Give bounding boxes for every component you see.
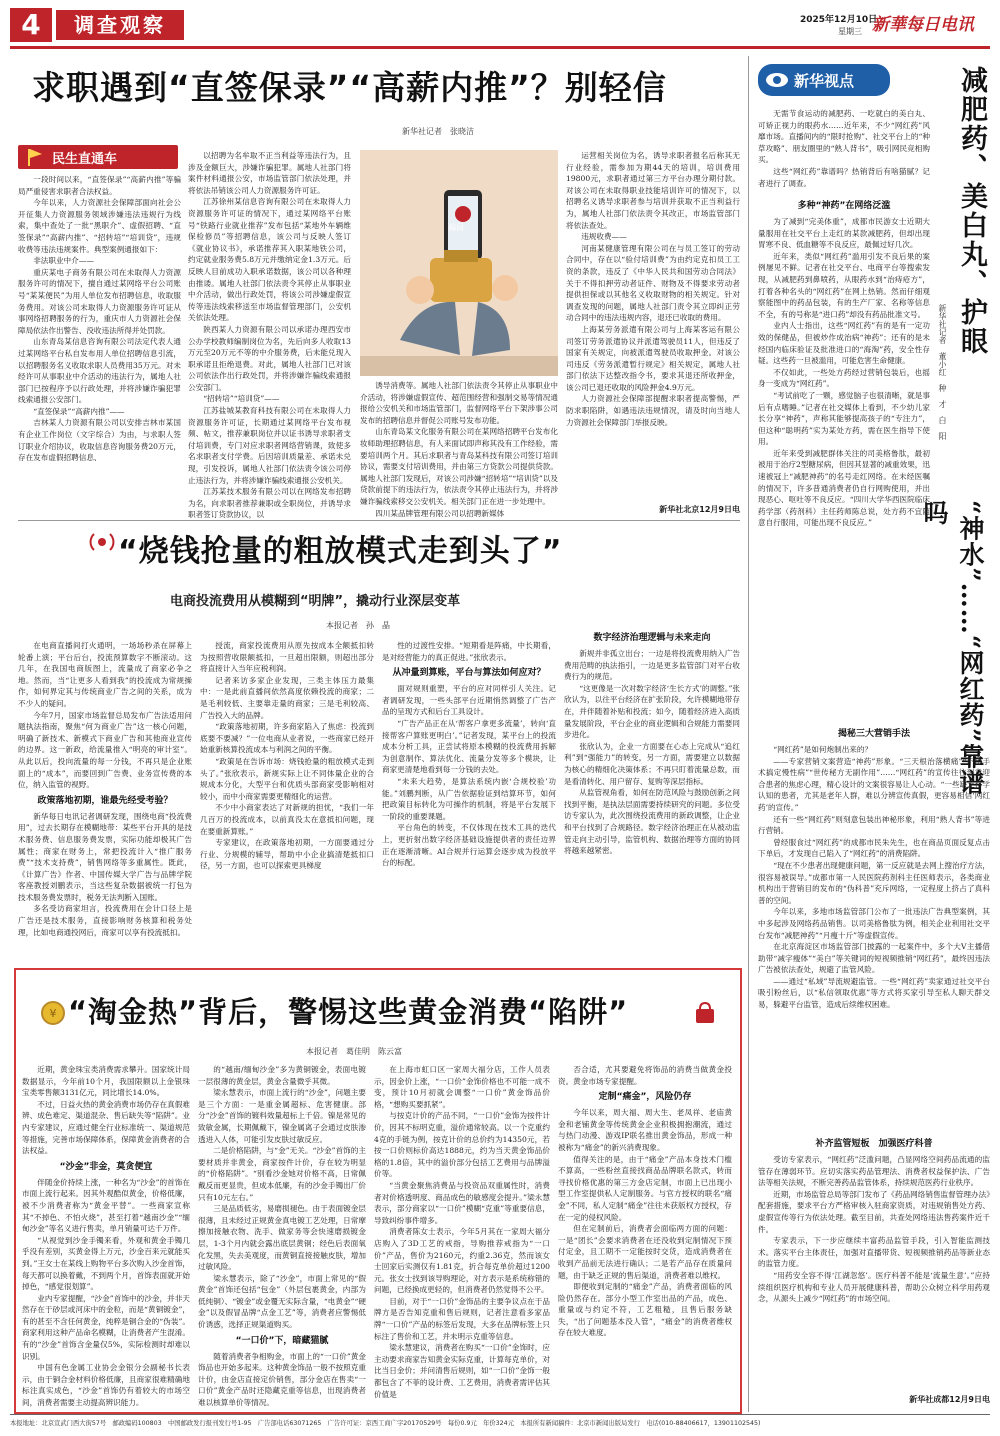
scam-illustration [360, 150, 558, 376]
article3-c1-p: 近期，黄金珠宝类消费需求攀升。国家统计局数据显示，今年前10个月，我国限额以上金银珠宝类零售额3131亿元，同比增长14.0%。 [22, 1065, 190, 1098]
sidebar-title-line1: 减肥药、美白丸、护眼 [956, 66, 987, 356]
sidebar-p: 近年来受到减肥群体关注的司美格鲁肽，最初被用于治疗2型糖尿病，但因其显著的减重效果，迅速被冠上“减肥神药”的名号走红网络。在未经医嘱的情况下，许多普通消费者仍自行网购使用，并出现恶心、呕吐等不良反应。“四川大学华西医院临床药学部（药剂科）主任药师陈总说，处方药不宜随意自行服用，可能出现不良反应。” [758, 448, 930, 528]
article2-column-2 [200, 640, 374, 962]
article3-c4-p: 今年以来，周大福、周大生、老凤祥、老庙黄金和老铺黄金等传统黄金企业积极拥抱潮流，通过与热门动漫、游戏IP联名推出黄金饰品，形成一种被称为“痛金”的新兴消费现象。 [558, 1108, 732, 1152]
article3-c1-p: 不过，日益火热的黄金消费市场仍存在真假难辨、成色难定、渠道混杂、售后缺失等“陷阱”。业内专家建议，应通过健全行业标准统一、渠道规范等措施，完善市场保障体系，保障黄金消费者的合法权益。 [22, 1099, 190, 1156]
article2-c2-p: “政策是在告诉市场：烧钱抢量的粗放模式走到头了。”张欣表示，新规实际上让不同体量企业的合规成本分化，大型平台和优质头部商家受影响相对较小，而中小商家需要更精细化的运营。 [200, 756, 374, 801]
article2-c3-p: “未来大趋势，是算法系统内嵌‘合规校验’功能。”刘鹏判断，从广告依据验证到结算环节，如何把政策目标转化为可操作的机制，将是平台发展下一阶段的重要课题。 [382, 776, 556, 821]
article2-c2-p: 记者来访多家企业发现，三类主体压力最集中：一是此前直播间依然高度依赖投流的商家；二是毛利较低、主要靠走量的商家；三是毛利较高、广告投入大的品牌。 [200, 675, 374, 720]
article2-subtitle: 电商投流费用从模糊到“明牌”，撬动行业深层变革 [170, 594, 461, 609]
sidebar-intro [758, 108, 930, 192]
article3-subheading: “沙金”非金，莫贪便宜 [59, 1161, 153, 1172]
sidebar-divider [748, 56, 749, 1412]
article2-c4-p: “这更像是一次对数字经济‘生长方式’的调整。”张欣认为，以往平台经济在扩张阶段，允许模糊地带存在，并伴随着补贴和投流；如今，随着经济进入高质量发展阶段，平台企业的商业逻辑和合规能力需要同步进化。 [564, 683, 740, 740]
illustration-art [360, 150, 558, 376]
article2-column-4 [564, 628, 740, 962]
article2-c4-p: 从监管视角看，如何在防范风险与鼓励创新之间找到平衡，是执法层面需要持续研究的问题。多位受访专家认为，此次围绕投流费用的新政调整，让企业和平台找到了合规路径。数字经济治理正在从被动监管走向主动引导，监管机构、数据治理等方面的协同将越来越紧密。 [564, 788, 740, 856]
article3-c1-p: 伴随金价持续上涨，一种名为“沙金”的首饰在市面上流行起来。因其外观酷似黄金，价格低廉，被不少消费者称为“黄金平替”。一些商家宣称其“不掉色、不怕火烧”，甚至打着“越南沙金”“缅甸沙金”等名义进行售卖，单月销量可达千万件。 [22, 1177, 190, 1234]
article1-c2-p: “招转培”“培训贷”—— [203, 394, 280, 404]
article1-c1-p: 非法职业中介—— [33, 256, 94, 266]
article1-c1-p: 山东青岛某信息咨询有限公司法定代表人通过某网络平台私自发布用人单位招聘信息引流，以招聘服务名义收取求职人员费用35万元。对未经许可从事职业中介活动的违法行为，属地人社部门已按程序予以行政处理，并将涉嫌诈骗犯罪线索通报公安部门。 [18, 337, 181, 405]
article1-column-4 [566, 150, 740, 496]
footer-rule [10, 1414, 990, 1415]
header-date: 2025年12月10日 [800, 15, 878, 25]
minsheng-badge-label: 民生直通车 [52, 152, 118, 167]
sidebar-p: “用药安全容不得‘江湖忽悠’。医疗科普不能是‘流量生意’。”应持续组织医疗机构和专业人员开展健康科普，帮助公众树立科学用药观念，从源头上减少“网红药”的市场空间。 [758, 1270, 990, 1304]
svg-text:¥: ¥ [49, 1007, 57, 1020]
sidebar-p: 近年来，类似“网红药”滥用引发不良后果的案例屡见不鲜。记者在社交平台、电商平台等搜索发现，从减肥药到鼻喷药，从眼药水到“治痔疮方”，打着各种名头的“网红药”在网上热销。然而仔细观察能图中的药品包装，有的生产厂家、名称等信息不全，有的号称是“进口药”却没有药品批准文号。 [758, 251, 930, 319]
sidebar-subheading: 揭秘三大营销手法 [837, 729, 910, 739]
sidebar-section-2 [758, 724, 990, 1130]
sidebar-p: ——专家营销文案营造“神药”形象。“三天根治落横痛”“不用手术搞定慢性病”“世传秘方无副作用”……“网红药”的宣传往往刻意迎合患者的焦虑心理，精心设计的文案很容易让人心动。“一些缺乏科学认知的患者，尤其是老年人群，难以分辨宣传真假，更容易相信‘网红药’的宣传。” [758, 756, 990, 812]
article3-c3-p: 梁永慧建议，消费者在购买“一口价”金饰时，应主动要求商家告知黄金实际克重，计算每克单价，对比当日金价；并问清售后规则，如“一口价”金饰一般都包含了不菲的设计费、工艺费用，消费者需评估其价值是 [374, 1343, 550, 1399]
coin-icon [40, 1000, 66, 1026]
sidebar-p: 不仅如此，一些处方药经过营销包装后，也摇身一变成为“网红药”。 [758, 367, 930, 389]
article3-c4-p: 但在定制前后，消费者会面临两方面的问题：一是“团长”会要求消费者在还没收到定制情况下预付定金，且工期不一定能按时交货，造成消费者在收到产品前无法进行确认；二是若产品存在质量问题，由于缺乏正规的售后渠道，消费者难以维权。 [558, 1224, 732, 1280]
article2-c1-p: 新华每日电讯记者调研发现，围绕电商“投流费用”，过去长期存在模糊地带：某些平台开具的是技术服务费、信息服务费发票，实际功能却极其广告属性；商家在财务上，常把投流计入“推广服务费”“技术支持费”，销售网络等多重属性。既此，《计算广告》作者、中国传媒大学广告与品牌学院客座教授刘鹏表示，当这些复杂数据被统一打包为技术服务费发票时，税务无法判断入国账。 [18, 811, 192, 902]
sidebar-title-line2: “神水”……“网红药”靠谱吗 [920, 500, 985, 796]
article2-subheading: 数字经济治理逻辑与未来走向 [593, 633, 711, 643]
article1-column-3 [360, 380, 558, 518]
sidebar-p: 专家表示，下一步应继续丰富药品监管手段，引入智能监测技术。落实平台主体责任，加强对直播带货、短视频推销药品等新业态的监管力度。 [758, 1236, 990, 1269]
header-rule [10, 46, 990, 49]
article3-column-1 [22, 1064, 190, 1408]
article2-subheading: 政策落地初期，谁最先经受考验？ [37, 795, 173, 806]
article1-column-2 [188, 150, 351, 520]
article2-column-3 [382, 640, 556, 962]
article3-c1-p: 业内专家提醒，“沙金”首饰中的沙金，并非天然存在于砂层或河床中的金粒，而是“黄铜镀金”，有的甚至不含任何黄金，纯粹是铜合金的“伪装”。商家利用这种产品命名模糊，让消费者产生混淆。有的“沙金”首饰含金量仅5%，实际检测时却难以识别。 [22, 1293, 190, 1361]
article2-c2-p: 专家建议，在政策落地初期，一方面要通过分行业、分规模的辅导，帮助中小企业搞清楚抵扣口径，另一方面，也可以探索更具梯度 [200, 838, 374, 871]
article3-column-4 [558, 1064, 732, 1404]
article3-c3-p: “当黄金聚焦消费品与投资品双重属性时，消费者对价格透明度、商品成色的敏感度会提升。”梁永慧表示，部分商家以“一口价”模糊“克重”等重要信息，导致纠纷事件增多。 [374, 1180, 550, 1225]
article1-c4-p: 运营相关岗位为名，诱导求职者报名后称其无行业经验，需参加为期44天的培训，培训费用19800元，求职者通过第三方平台办理分期付款。对该公司在未取得职业技能培训许可的情况下，以招聘名义诱导求职者参与培训并获取不正当利益行为，属地人社部门依法责令其改正，市场监管部门将依法查处。 [566, 151, 740, 230]
article1-c2-p: 江苏徐州某信息咨询有限公司在未取得人力资源服务许可证的情况下，通过某网络平台账号“铁路行业就业推荐”发布包括“某地外车辆维保检修员”等招聘信息，该公司与反映人签订《就业协议书》，承诺推荐其入职某地铁公司，约定就业服务费5.8万元并缴纳定金1.3万元。后反映人目前成功入职承诺数据，该公司以各种理由推诿。属地人社部门依法责令其停止从事职业中介活动，做出行政处罚，将该公司涉嫌虚假宣传等违法线索移送至市场监督管理部门，公安机关依法处理。 [188, 197, 351, 323]
article1-c4-p: 上海某劳务派遣有限公司与上海某客运有限公司签订劳务派遣协议并派遣驾驶员11人，但违反了国家有关规定，向被派遣驾驶员收取押金。对该公司违反《劳务派遣暂行规定》相关规定，属地人社部门依法下达整改指令书，要求其退还所收押金，该公司已退还收取的风险押金4.9万元。 [566, 324, 740, 392]
article2-c2-p: 不少中小商家表达了对新规的担忧，“我们一年几百万的投流成本，以前真没太在意抵扣问题，现在要重新算账。” [200, 803, 374, 836]
article1-c3-p: 诱导消费等。属地人社部门依法责令其停止从事职业中介活动，将涉嫌虚假宣传、超范围经营和强制交易等情况通报给公安机关和市场监管部门，监督网络平台下架涉事公司发布的招聘信息并督促公司账号发布功能。 [360, 381, 558, 425]
article1-c1-p: 吉林某人力资源有限公司以安排吉林市某国有企业工作岗位（文字综合）为由，与求职人签订职业介绍协议，收取信息咨询服务费20万元，存在发布虚假招聘信息、 [18, 418, 181, 463]
sidebar-section-1 [758, 196, 930, 716]
article1-title: 求职遇到“直签保录”“高薪内推”？别轻信 [32, 68, 667, 107]
article2-c4-p: 新规并非孤立出台；一边是将投流费用纳入广告费用范畴的执法指引，一边是更多监管部门对平台收费行为的规范。 [564, 649, 740, 682]
article3-c2-p: 梁永慧表示，市面上流行的“沙金”，问题主要是三个方面：一是重金属超标、危害健康。部分“沙金”首饰的镀料效量超标上千倍。镍是常见的致敏金属，长期佩戴下，镍金属离子会通过皮肤渗透进入人体，可能引发皮肤过敏反应。 [198, 1088, 366, 1144]
footer-info: 本报地址：北京宣武门西大街57号 邮政编码100803 中国邮政发行报刊发行号1-95 广告部电话63071265 广告许可证：京西工商广字20170529号 每份0.9元 年价324元 本报所有新闻稿件：北京市新闻出版局发行 电话(010-88406617，13901102545) [10, 1420, 761, 1427]
flag-icon [24, 145, 46, 169]
article2-c3-p: 平台角色的转变，不仅体现在技术工具的迭代上，更折射出数字经济基础设施提供者的责任边界正在逐渐清晰。AI合规并行运算会逐步成为投放平台的标配。 [382, 823, 556, 868]
article1-c1-p: 今年以来，人力资源社会保障部面向社会公开征集人力资源服务领域涉嫌违法违规行为线索，集中查处了一批“黑职介”、虚假招聘、“直签保录”“高薪内推”、“招转培”“培训贷”，违规收费等违法违规案件。典型案例通报如下： [18, 198, 181, 254]
article2-c1-p: 多名受访商家坦言，投流费用在会计口径上是广告还是技术服务，直接影响财务核算和税务处理，比如电商通投网后，商家可以享有投流抵扣。 [18, 904, 192, 937]
article2-c2-p: “政策落地初期，许多商家陷入了焦虑：投流到底要不要减？”一位电商从业者说，一些商家已经开始重新核算投流成本与利润之间的平衡。 [200, 722, 374, 755]
article3-title: “淘金热”背后，警惕这些黄金消费“陷阱” [68, 995, 629, 1029]
brand-logo: 新華每日电讯 [872, 15, 974, 35]
article2-c4-p: 张欣认为，企业一方面要在心态上完成从“追红利”到“强能力”的转变，另一方面，需要建立以数据为核心的精细化决策体系；不再只盯着流量总数，而是看清转化、用户留存、复购等深层指标。 [564, 741, 740, 786]
article1-column-1 [18, 174, 181, 506]
article1-c4-p: 河南某健康管理有限公司在与员工签订的劳动合同中，存在以“验付培训费”为由约定克扣员工工资的条款，违反了《中华人民共和国劳动合同法》关于不得扣押劳动者证件、财物及不得要求劳动者提供担保或以其他名义收取财物的相关规定。针对调查发现的问题，属地人社部门责令其立即纠正劳动合同中的违法违规内容，退还已收取的费用。 [566, 243, 740, 323]
sidebar-subheading: 多种“神药”在网络泛滥 [797, 201, 891, 211]
sidebar-p: 曾经服食过“网红药”的成都市民朱先生，也在商品页面反复点击下单后，才发现自己陷入了“网红药”的消费陷阱。 [758, 837, 990, 859]
sidebar-p: “现在不少患者出现健康问题，第一反应就是去网上搜治疗方法，很容易被误导。”成都市第一人民医院药剂科主任医师表示，各类商业机构出于营销目的发布的“伪科普”充斥网络，一定程度上挤占了真科普的空间。 [758, 860, 990, 905]
article1-c4-p: 人力资源社会保障部提醒求职者提高警惕，严防求职陷阱，如遇违法违规情况，请及时向当地人力资源社会保障部门举报反映。 [566, 394, 740, 427]
section-name: 调查观察 [74, 13, 166, 37]
broadcast-icon [88, 528, 116, 556]
page-number: 4 [21, 8, 41, 41]
article1-byline: 新华社记者 张晓洁 [402, 127, 474, 136]
article3-column-2 [198, 1064, 366, 1408]
sidebar-p: 还有一些“网红药”则刻意包装出神秘形象，利用“熟人背书”等进行营销。 [758, 814, 990, 836]
article1-c3-p: 四川某品牌管理有限公司以招聘新媒体 [375, 508, 505, 518]
article2-c3-p: “广告产品正在从‘帮客户拿更多流量’，转向‘直接帮客户算账更明白’。”记者发现，某平台上的投流成本分析工具，正尝试将原本模糊的投流费用拆解为创意制作、算法优化、流量分发等多个模块，让商家更清楚地看到每一分钱的去处。 [382, 718, 556, 775]
sidebar-signoff: 新华社成都12月9日电 [909, 1395, 990, 1404]
sidebar-byline: 新华社记者 董小红 种 才 白 阳 [938, 304, 947, 440]
sidebar-section-3 [758, 1134, 990, 1386]
illustration-label: 骗局 [448, 223, 464, 232]
article3-byline: 本报记者 葛佳明 陈云富 [306, 1047, 402, 1056]
header-weekday: 星期三 [838, 27, 862, 36]
article3-subheading: 定制“痛金”，风险仍存 [598, 1092, 692, 1103]
article2-c3-p: 面对规则重塑，平台的应对同样引人关注。记者调研发现，一些头部平台近期悄然调整了广告产品的呈现方式和后台工具设计。 [382, 684, 556, 717]
article3-c3-p: 目前，对于“一口价”金饰品的主要争议点在于品牌方是否告知克重和售后规则，记者注意看多家品牌“一口价”产品的标签后发现，大多在品牌标签上只标注了售价和工艺，并未明示克重等信息。 [374, 1296, 550, 1341]
sidebar-p: 业内人士指出，这些“网红药”有的是有一定功效的保健品，但被炒作成治病“神药”；还有的是未经国内临床验证及批准进口的“海淘”药，安全性存疑。这些药一旦被滥用，可能危害生命健康。 [758, 321, 930, 366]
sidebar-p: 受访专家表示，“网红药”泛滥问题，凸显网络空间药品流通的监管存在薄弱环节。应切实落实药品管理法、消费者权益保护法、广告法等相关法规，不断完善药品监管体系，持续规范医药行业秩序。 [758, 1155, 990, 1188]
article3-c1-p: “从视觉到沙金手镯来看，外观和黄金手镯几乎没有差别，买黄金得上万元，沙金百来元就能买到。”王女士在某线上购物平台多次购入沙金首饰，每天都可以换着戴，不到两个月，首饰表面就开始掉色，“感觉很划算”。 [22, 1235, 190, 1292]
article2-column-1 [18, 640, 192, 962]
article2-c1-p: 今年7月，国家市场监督总局发布广告法适用问题执法指南，聚焦“何为商业广告”这一核心问题，明确了新技术、新模式下商业广告和其他商业宣传的边界。这一新政，给流量推入“明亮的审计室”。从此以后，投向流量的每一分钱，不再只是企业账面上的“成本”，而要回到广告费、业务宣传费的本位，纳入监管的视野。 [18, 710, 192, 790]
sidebar-p: 今年以来，多地市场监管部门公布了一批违法广告典型案例，其中多起涉及网络药品销售。以司美格鲁肽为例，相关企业利用社交平台发布“减肥神药”“月瘦十斤”等虚假宣传。 [758, 907, 990, 940]
eye-icon [764, 67, 790, 93]
article3-c3-p: 在上海市虹口区一家周大福分店，工作人员表示，因金价上涨，“一口价”金饰价格也不可能一成不变，预计10月初就会调整“一口价”黄金饰品价格，“想购买要抓紧”。 [374, 1065, 550, 1109]
article3-c4-p: 即便收到定制的“痛金”产品，消费者面临的风险仍然存在。部分小型工作室出品的产品，成色、重量或与约定不符，工艺粗糙，且售后服务缺失，“出了问题基本没人管”，“痛金”的消费者维权存在较大难度。 [558, 1282, 732, 1338]
sidebar-p: “考试前吃了一颗，感觉脑子也很清晰，就是事后有点嗜睡。”记者在社交媒体上看到，不少幼儿家长分享“神药”，声称其能够提高孩子的“专注力”，但这种“聪明药”实为某处方药，需在医生指导下使用。 [758, 390, 930, 447]
sidebar-p: “网红药”是如何炮制出来的？ [773, 745, 873, 754]
sidebar-p: 近期，市场监管总局等部门发布了《药品网络销售监督管理办法》配套措施，要求平台方严格审核入驻商家资质，对违规销售处方药、虚假宣传等行为依法处理。截至目前，共查处网络违法售药案件近千件。 [758, 1189, 990, 1234]
section-badge [56, 10, 184, 40]
article2-title: “烧钱抢量的粗放模式走到头了” [118, 534, 563, 569]
divider [18, 520, 740, 521]
article1-c1-p: 一段时间以来，“直签保录”“高薪内推”等骗局严重侵害求职者合法权益。 [18, 175, 181, 196]
article2-c2-p: 授流，商家投流费用从原先按成本全额抵扣转为按照营收限额抵扣，一旦超出限额，则超出部分将直接计入当年应税利润。 [200, 641, 374, 674]
page-number-badge [10, 8, 52, 42]
xinhua-shidian-label: 新华视点 [794, 72, 855, 90]
sidebar-subheading: 补齐监管短板 加强医疗科普 [815, 1139, 933, 1149]
article3-c2-p: 随着消费者争相购金，市面上的“一口价”黄金饰品也开始多起来。这种黄金饰品一般不按照克重计价，由金店直接定价销售，部分金店在售卖“一口价”黄金产品时还隐藏克重等信息，出现消费者难以核算单价等情况。 [198, 1351, 366, 1408]
article1-c2-p: 陕西某人力资源有限公司以承诺办理西安市公办学校教师编制岗位为名，先后向多人收取13万元至20万元不等的中介服务费，后未能兑现入职承诺且拒绝退费。对此，属地人社部门已对该公司依法作出行政处罚，并将涉嫌诈骗线索通报公安部门。 [188, 324, 351, 392]
article2-byline: 本报记者 孙 晶 [326, 621, 390, 630]
bag-icon [692, 1000, 718, 1026]
article1-c1-p: 重庆某电子商务有限公司在未取得人力资源服务许可的情况下，擅自通过某网络平台公司账号“某某便民”为用人单位发布招聘信息，收取服务费用。对该公司未取得人力资源服务许可证从事网络招聘服务的行为，重庆市人力资源社会保障局依法作出警告、没收违法所得并处罚款。 [18, 267, 181, 335]
article3-c2-p: 梁永慧表示，除了“沙金”，市面上常见的“假黄金”首饰还包括“包金”（外层包裹黄金，内部为低纯铜）、“镀金”或金覆无实际含量，“电黄金”“硬金”以及假冒品牌“点金工艺”等，消费者应警惕低价诱惑，选择正规渠道购买。 [198, 1273, 366, 1330]
sidebar-p: 为了减到“完美体重”，成都市民游女士近期大量服用在社交平台上走红的某款减肥药，但却出现胃寒不良、低血糖等不良反应，最佩过好几次。 [758, 217, 930, 250]
article1-c1-p: “直签保录”“高薪内推”—— [33, 406, 125, 416]
article3-c2-p: 二是价格陷阱，与“金”无关。“沙金”首饰的主要材质并非黄金，商家按件计价，存在较为明显的“价格陷阱”。“别看沙金她对价格不高，日常佩戴反而更显贵，但成本低廉，有的沙金手镯出厂价只有10元左右。” [198, 1146, 366, 1202]
article3-c1-p: 中国有色金属工业协会金银分会副秘书长表示，由于铜合金材料价格低廉，且商家很难精确地标注真实成色，“沙金”首饰仍有着较大的市场空间，消费者需要主动提高辨识能力。 [22, 1363, 190, 1408]
minsheng-badge [18, 145, 178, 169]
article3-subheading: “一口价”下，暗藏猫腻 [235, 1335, 329, 1346]
article3-c2-p: 的“越南/缅甸沙金”多为黄铜镀金，表面电镀一层很薄的黄金层，黄金含量微乎其微。 [198, 1065, 366, 1086]
article3-c3-p: 与按克计价的产品不同，“一口价”金饰为按件计价，因其不标明克重，溢价通常较高。以一个克重约4克的手链为例，按克计价的总价约为14350元，若按一口价则标价高达1888元，约为当天黄金饰品价格的1.8倍，其中的溢价部分包括工艺费用与品牌溢价等。 [374, 1111, 550, 1179]
article1-c4-p: 违规收费—— [581, 232, 627, 242]
xinhua-shidian-badge [758, 64, 890, 96]
article2-c3-p: 性的过渡性安排。“短期看是阵痛，中长期看，是对经营能力的真正促进。”张欣表示。 [382, 641, 556, 662]
article2-subheading: 从冲量到算账，平台与算法如何应对？ [392, 668, 546, 679]
article3-column-3 [374, 1064, 550, 1404]
sidebar-intro-p: 这些“网红药”靠谱吗？热销背后有啥猫腻？记者进行了调查。 [758, 166, 930, 188]
article3-c2-p: 三是品质低劣，易磨损褪色。由于表面镀金层很薄，且未经过正规黄金真电镀工艺处理，日常摩擦加接触衣物、洗手、做家务等会快速磨损镀金层，1-3个月内就会露出底层黄铜；经色后表面氧化发黑，失去美观度，而黄铜直接接触皮肤，增加过敏风险。 [198, 1204, 366, 1272]
article1-signoff: 新华社北京12月9日电 [659, 505, 740, 514]
article2-c1-p: 在电商直播间打火通明，一场场秒杀在屏幕上轮番上演；平台后台，投流预算数字不断滚动。这几年，在我国电商版图上，流量成了商家必争之地。然而，当“让更多人看到我”的投流成为常规操作，如何界定其与传统商业广告之间的关系，成为不少人的疑问。 [18, 641, 192, 708]
article1-c2-p: 江苏盐城某教育科技有限公司在未取得人力资源服务许可证，长期通过某网络平台发布视频、帖文，推荐兼职岗位并以证书诱导求职者支付培训费，专门对应求职者网络营销课，致使多名求职者支付学费。后因培训质量差、承诺未兑现，引发投诉，属地人社部门依法责令该公司停止违法行为，并将涉嫌诈骗线索通报公安机关。 [188, 406, 351, 485]
sidebar-p: 在北京海淀区市场监管部门披露的一起案件中，多个大V主播借助带“减字瘦体”“美白”等关键词的短视频推销“网红药”，最终因违法广告被依法查处，规避了监管风险。 [758, 942, 990, 975]
article1-c3-p: 山东青岛某文化服务有限公司在某网络招聘平台发布化妆师助理招聘信息，有人来面试即声称其没有工作经验，需要培训两个月。其后求职者与青岛某科技有限公司签订培训协议，需要支付培训费用，并由第三方贷款公司提供贷款。属地人社部门发现后，对该公司涉嫌“招转培”“培训贷”以及贷款前提下的违法行为，依法责令其停止违法行为，并将涉嫌诈骗线索移交公安机关。相关部门正在进一步处理中。 [360, 427, 558, 506]
article1-c2-p: 以招聘为名牟取不正当利益等违法行为，且涉及金额巨大，涉嫌诈骗犯罪。属地人社部门将案件材料通报公安，市场监管部门依法处理，并将依法吊销该公司人力资源服务许可证。 [188, 151, 351, 195]
article3-c4-p: 否合适，尤其要避免将饰品的消费当做黄金投资。黄金市场专家提醒。 [558, 1065, 732, 1086]
article3-c4-p: 值得关注的是，由于“痛金”产品本身技术门槛不算高，一些粉丝直接找商品品牌联名款式，转而寻找价格优惠的第三方金店定制，市面上已出现小型工作室提供私人定制服务。与官方授权的联名“痛金”不同，私人定制“痛金”往往未获版权方授权，存在一定的侵权风险。 [558, 1154, 732, 1222]
article3-c3-p: 消费者陈女士表示，今年5月其在一家周大福分店购入了3D工艺的戒指，导购推荐戒指为“一口价”产品，售价为2160元，约重2.36克，然而该女士回家后实测仅有1.81克，折合每克单价超过1200元。张女士找到该导购理论，对方表示是系统称错的问题，已经换成更轻的，但消费者仍然觉得不公平。 [374, 1227, 550, 1295]
sidebar-intro-p: 无需节食运动的减肥药、一吃就白的美白丸、可矫正视力的眼药水……近年来，不少“网红药”风靡市场。直播间内的“限时抢购”、社交平台上的“种草攻略”、朋友圈里的“熟人背书”，吸引网民竞相购买。 [758, 109, 930, 165]
article1-c2-p: 江苏某技术服务有限公司以在网络发布招聘为名，向求职者推荐兼职或全职岗位，并诱导求职者签订贷款协议，以 [188, 487, 351, 520]
sidebar-p: ——通过“私域”导流规避监管。一些“网红药”卖家通过社交平台吸引粉丝后，以“私信领取优惠”等方式将买家引导至私人聊天群交易，躲避平台监管，造成后续维权困难。 [758, 976, 990, 1010]
